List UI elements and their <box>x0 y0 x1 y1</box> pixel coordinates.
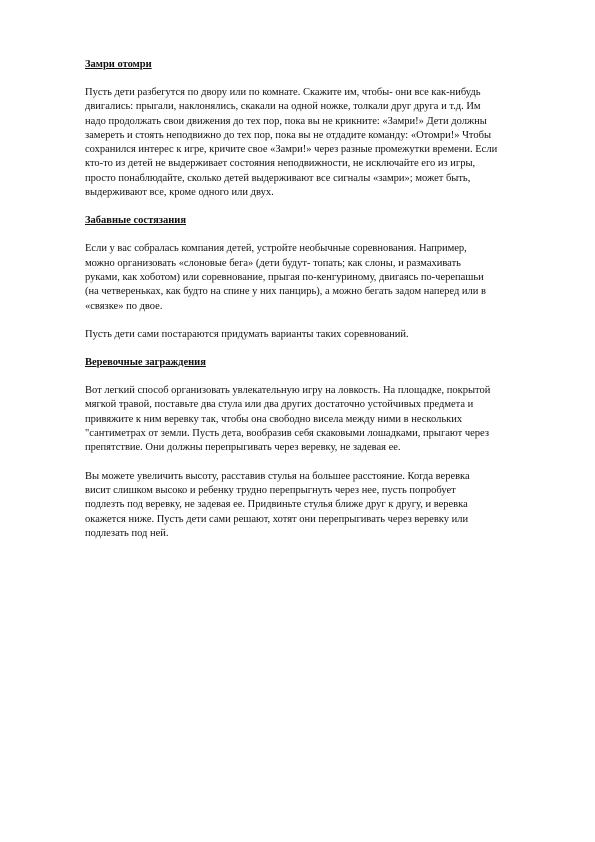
text-line: сохранился интерес к игре, кричите свое «Замри!» через разные промежутки времени. Если <box>85 144 498 156</box>
text-line: мягкой травой, поставьте два стула или два других достаточно устойчивых предмета и <box>85 399 474 411</box>
section-zabavnye-sostyazaniya <box>85 214 515 342</box>
section-heading: Замри отомри <box>85 59 152 70</box>
text-line: окажется ниже. Пусть дети сами решают, хотят они перепрыгивать через веревку или <box>85 513 469 525</box>
text-line: можно организовать «слоновые бега» (дети будут- топать; как слоны, и размахивать <box>85 257 461 269</box>
text-line: «связке» по двое. <box>85 300 163 312</box>
text-line: кто-то из детей не выдерживает состояния неподвижности, не исключайте его из игры, <box>85 158 476 170</box>
section-zamri-otomri <box>85 58 515 200</box>
section-verevochnye-zagrazhdeniya <box>85 356 515 541</box>
paragraph <box>85 384 515 455</box>
text-line: просто понаблюдайте, сколько детей выдерживают все сигналы «замри»; может быть, <box>85 172 471 184</box>
text-line: двигались: прыгали, наклонялись, скакали на одной ножке, толкали друг друга и т.д. Им <box>85 101 481 113</box>
text-line: замереть и стоять неподвижно до тех пор, пока вы не отдадите команду: «Отомри!» Чтобы <box>85 129 491 141</box>
text-line: препятствие. Они должны перепрыгивать через веревку, не задевая ее. <box>85 442 401 454</box>
text-line: (на четвереньках, как будто на спине у них панцирь), а можно бегать задом наперед или в <box>85 286 486 298</box>
section-heading: Веревочные заграждения <box>85 357 206 369</box>
text-line: Пусть дети разбегутся по двору или по комнате. Скажите им, чтобы- они все как-нибудь <box>85 87 481 98</box>
text-line: Если у вас собралась компания детей, устройте необычные соревнования. Например, <box>85 243 467 255</box>
paragraph <box>85 242 515 313</box>
text-line: привяжите к ним веревку так, чтобы она свободно висела между ними в нескольких <box>85 413 463 425</box>
text-line: Пусть дети сами постараются придумать варианты таких соревнований. <box>85 328 409 340</box>
section-heading: Забавные состязания <box>85 215 187 227</box>
text-line: руками, как хоботом) или соревнование, прыгая по-кенгуриному, двигаясь по-черепашьи <box>85 271 484 283</box>
paragraph <box>85 86 515 200</box>
text-line: надо продолжать свои движения до тех пор, пока вы не крикните: «Замри!» Дети должны <box>85 115 487 127</box>
document-page <box>85 58 515 555</box>
text-line: подлезть под веревку, не задевая ее. Придвиньте стулья ближе друг к другу, и веревка <box>85 499 468 511</box>
paragraph <box>85 470 515 541</box>
text-line: Вы можете увеличить высоту, расставив стулья на большее расстояние. Когда веревка <box>85 470 470 482</box>
text-line: Вот легкий способ организовать увлекательную игру на ловкость. На площадке, покрытой <box>85 385 491 397</box>
text-line: "сантиметрах от земли. Пусть дета, вообразив себя скаковыми лошадками, прыгают через <box>85 428 489 440</box>
text-line: висит слишком высоко и ребенку трудно перепрыгнуть через нее, пусть попробует <box>85 484 456 496</box>
text-line: подлезать под ней. <box>85 527 169 539</box>
paragraph <box>85 328 515 342</box>
text-line: выдерживают все, кроме одного или двух. <box>85 187 274 199</box>
